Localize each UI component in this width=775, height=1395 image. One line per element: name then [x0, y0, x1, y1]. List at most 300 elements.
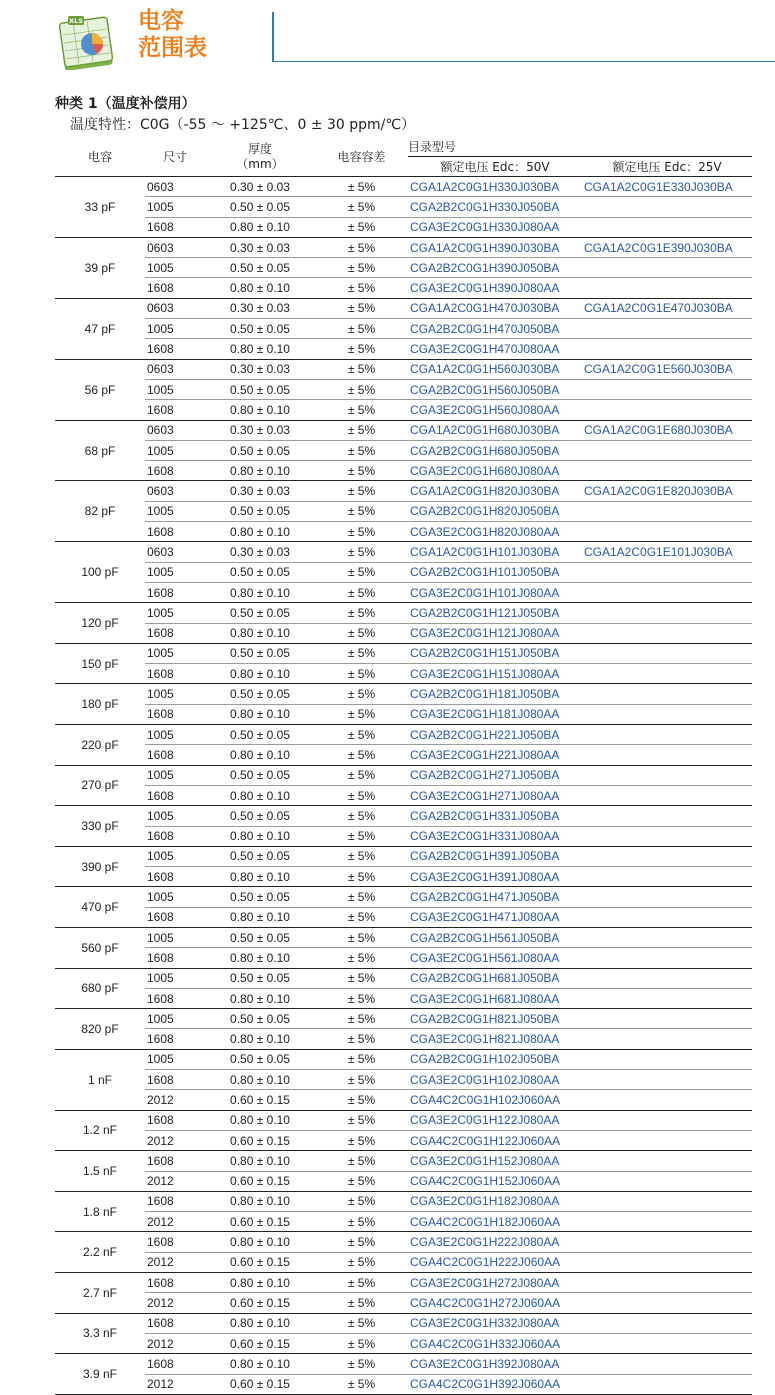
table-row — [55, 217, 752, 237]
table-row — [55, 1354, 752, 1374]
size-cell: 2012 — [145, 1130, 205, 1150]
part-number-25v: CGA1A2C0G1E101J030BA — [582, 542, 752, 562]
tolerance-cell: ± 5% — [315, 582, 408, 602]
size-cell: 2012 — [145, 1293, 205, 1313]
tolerance-cell: ± 5% — [315, 684, 408, 704]
tolerance-cell: ± 5% — [315, 704, 408, 724]
size-cell: 1608 — [145, 704, 205, 724]
part-number-50v: CGA4C2C0G1H152J060AA — [408, 1171, 582, 1191]
table-row — [55, 1171, 752, 1191]
tolerance-cell: ± 5% — [315, 501, 408, 521]
table-row — [55, 887, 752, 907]
capacitance-cell: 390 pF — [55, 846, 145, 887]
tolerance-cell: ± 5% — [315, 867, 408, 887]
table-row — [55, 1212, 752, 1232]
table-body — [55, 177, 752, 1395]
thickness-cell: 0.50 ± 0.05 — [205, 379, 315, 399]
part-number-50v: CGA2B2C0G1H821J050BA — [408, 1009, 582, 1029]
thickness-cell: 0.80 ± 0.10 — [205, 1029, 315, 1049]
part-number-25v: CGA1A2C0G1E820J030BA — [582, 481, 752, 501]
capacitance-cell: 120 pF — [55, 603, 145, 644]
tolerance-cell: ± 5% — [315, 907, 408, 927]
table-row — [55, 1313, 752, 1333]
part-number-50v: CGA3E2C0G1H331J080AA — [408, 826, 582, 846]
part-number-25v — [582, 1374, 752, 1394]
part-number-25v — [582, 927, 752, 947]
part-number-50v: CGA3E2C0G1H102J080AA — [408, 1070, 582, 1090]
thickness-cell: 0.80 ± 0.10 — [205, 907, 315, 927]
thickness-cell: 0.30 ± 0.03 — [205, 298, 315, 318]
table-row — [55, 664, 752, 684]
thickness-cell: 0.50 ± 0.05 — [205, 725, 315, 745]
part-number-50v: CGA1A2C0G1H330J030BA — [408, 177, 582, 197]
tolerance-cell: ± 5% — [315, 1374, 408, 1394]
table-row — [55, 1070, 752, 1090]
tolerance-cell: ± 5% — [315, 664, 408, 684]
tolerance-cell: ± 5% — [315, 217, 408, 237]
tolerance-cell: ± 5% — [315, 1354, 408, 1374]
size-cell: 0603 — [145, 542, 205, 562]
size-cell: 1608 — [145, 1354, 205, 1374]
table-row — [55, 1374, 752, 1394]
tolerance-cell: ± 5% — [315, 1333, 408, 1353]
header-50v: 额定电压 Edc：50V — [408, 157, 582, 177]
size-cell: 1005 — [145, 258, 205, 278]
part-number-25v — [582, 319, 752, 339]
part-number-25v — [582, 217, 752, 237]
thickness-cell: 0.60 ± 0.15 — [205, 1252, 315, 1272]
part-number-25v — [582, 400, 752, 420]
part-number-50v: CGA2B2C0G1H221J050BA — [408, 725, 582, 745]
thickness-cell: 0.30 ± 0.03 — [205, 177, 315, 197]
table-row — [55, 1090, 752, 1110]
size-cell: 1608 — [145, 461, 205, 481]
table-row — [55, 400, 752, 420]
size-cell: 2012 — [145, 1252, 205, 1272]
table-row — [55, 461, 752, 481]
part-number-50v: CGA2B2C0G1H680J050BA — [408, 440, 582, 460]
spreadsheet-icon — [48, 10, 128, 70]
thickness-cell: 0.80 ± 0.10 — [205, 217, 315, 237]
size-cell: 1608 — [145, 1273, 205, 1293]
tolerance-cell: ± 5% — [315, 988, 408, 1008]
part-number-50v: CGA3E2C0G1H471J080AA — [408, 907, 582, 927]
table-row — [55, 927, 752, 947]
part-number-25v — [582, 948, 752, 968]
part-number-50v: CGA2B2C0G1H470J050BA — [408, 319, 582, 339]
capacitance-cell: 3.3 nF — [55, 1313, 145, 1354]
thickness-cell: 0.50 ± 0.05 — [205, 684, 315, 704]
part-number-25v: CGA1A2C0G1E470J030BA — [582, 298, 752, 318]
part-number-50v: CGA3E2C0G1H561J080AA — [408, 948, 582, 968]
size-cell: 1608 — [145, 1151, 205, 1171]
table-row — [55, 968, 752, 988]
thickness-cell: 0.80 ± 0.10 — [205, 867, 315, 887]
size-cell: 1005 — [145, 684, 205, 704]
part-number-25v — [582, 1049, 752, 1069]
header-catalog: 目录型号 — [408, 140, 457, 154]
part-number-25v — [582, 684, 752, 704]
thickness-cell: 0.60 ± 0.15 — [205, 1333, 315, 1353]
size-cell: 1005 — [145, 1009, 205, 1029]
part-number-25v — [582, 968, 752, 988]
part-number-25v — [582, 785, 752, 805]
tolerance-cell: ± 5% — [315, 562, 408, 582]
thickness-cell: 0.50 ± 0.05 — [205, 603, 315, 623]
thickness-cell: 0.30 ± 0.03 — [205, 542, 315, 562]
size-cell: 1608 — [145, 1110, 205, 1130]
capacitance-cell: 560 pF — [55, 927, 145, 968]
capacitance-cell: 1.2 nF — [55, 1110, 145, 1151]
part-number-50v: CGA3E2C0G1H330J080AA — [408, 217, 582, 237]
size-cell: 1608 — [145, 745, 205, 765]
tolerance-cell: ± 5% — [315, 379, 408, 399]
size-cell: 1608 — [145, 278, 205, 298]
table-row — [55, 501, 752, 521]
part-number-50v: CGA1A2C0G1H680J030BA — [408, 420, 582, 440]
thickness-cell: 0.50 ± 0.05 — [205, 968, 315, 988]
thickness-cell: 0.60 ± 0.15 — [205, 1090, 315, 1110]
part-number-50v: CGA1A2C0G1H560J030BA — [408, 359, 582, 379]
capacitance-cell: 470 pF — [55, 887, 145, 928]
thickness-cell: 0.50 ± 0.05 — [205, 765, 315, 785]
table-header — [55, 137, 752, 177]
thickness-cell: 0.30 ± 0.03 — [205, 359, 315, 379]
table-row — [55, 319, 752, 339]
thickness-cell: 0.80 ± 0.10 — [205, 582, 315, 602]
table-row — [55, 846, 752, 866]
part-number-50v: CGA1A2C0G1H101J030BA — [408, 542, 582, 562]
part-number-25v — [582, 258, 752, 278]
logo-badge: XLS — [69, 17, 83, 25]
thickness-cell: 0.50 ± 0.05 — [205, 319, 315, 339]
part-number-50v: CGA3E2C0G1H681J080AA — [408, 988, 582, 1008]
tolerance-cell: ± 5% — [315, 1252, 408, 1272]
part-number-25v — [582, 988, 752, 1008]
thickness-cell: 0.60 ± 0.15 — [205, 1171, 315, 1191]
size-cell: 1005 — [145, 562, 205, 582]
table-row — [55, 785, 752, 805]
part-number-50v: CGA1A2C0G1H390J030BA — [408, 237, 582, 257]
table-row — [55, 562, 752, 582]
size-cell: 1608 — [145, 826, 205, 846]
table-row — [55, 177, 752, 197]
part-number-25v — [582, 887, 752, 907]
page-header — [0, 0, 775, 80]
size-cell: 1608 — [145, 623, 205, 643]
capacitance-cell: 56 pF — [55, 359, 145, 420]
tolerance-cell: ± 5% — [315, 1151, 408, 1171]
size-cell: 1608 — [145, 522, 205, 542]
tolerance-cell: ± 5% — [315, 298, 408, 318]
tolerance-cell: ± 5% — [315, 725, 408, 745]
part-number-50v: CGA4C2C0G1H182J060AA — [408, 1212, 582, 1232]
size-cell: 1005 — [145, 806, 205, 826]
table-row — [55, 1049, 752, 1069]
size-cell: 1608 — [145, 664, 205, 684]
part-number-25v — [582, 1029, 752, 1049]
part-number-50v: CGA3E2C0G1H101J080AA — [408, 582, 582, 602]
part-number-25v — [582, 664, 752, 684]
thickness-cell: 0.80 ± 0.10 — [205, 522, 315, 542]
tolerance-cell: ± 5% — [315, 522, 408, 542]
tolerance-cell: ± 5% — [315, 643, 408, 663]
size-cell: 1005 — [145, 643, 205, 663]
table-row — [55, 1130, 752, 1150]
table-row — [55, 806, 752, 826]
thickness-cell: 0.80 ± 0.10 — [205, 623, 315, 643]
size-cell: 0603 — [145, 481, 205, 501]
part-number-50v: CGA2B2C0G1H820J050BA — [408, 501, 582, 521]
table-row — [55, 522, 752, 542]
thickness-cell: 0.80 ± 0.10 — [205, 948, 315, 968]
part-number-25v — [582, 867, 752, 887]
thickness-cell: 0.50 ± 0.05 — [205, 1049, 315, 1069]
part-number-50v: CGA3E2C0G1H271J080AA — [408, 785, 582, 805]
thickness-cell: 0.50 ± 0.05 — [205, 927, 315, 947]
capacitance-cell: 330 pF — [55, 806, 145, 847]
part-number-50v: CGA2B2C0G1H101J050BA — [408, 562, 582, 582]
tolerance-cell: ± 5% — [315, 1171, 408, 1191]
size-cell: 1608 — [145, 988, 205, 1008]
size-cell: 1608 — [145, 217, 205, 237]
table-row — [55, 826, 752, 846]
table-row — [55, 1293, 752, 1313]
part-number-25v — [582, 1151, 752, 1171]
table-row — [55, 948, 752, 968]
header-divider — [272, 12, 274, 62]
size-cell: 1005 — [145, 440, 205, 460]
thickness-cell: 0.80 ± 0.10 — [205, 826, 315, 846]
size-cell: 1005 — [145, 927, 205, 947]
table-row — [55, 339, 752, 359]
part-number-25v — [582, 1070, 752, 1090]
size-cell: 1005 — [145, 725, 205, 745]
size-cell: 1005 — [145, 765, 205, 785]
part-number-25v — [582, 440, 752, 460]
thickness-cell: 0.80 ± 0.10 — [205, 1070, 315, 1090]
thickness-cell: 0.80 ± 0.10 — [205, 461, 315, 481]
capacitance-range-table — [55, 137, 752, 1395]
thickness-cell: 0.80 ± 0.10 — [205, 785, 315, 805]
thickness-cell: 0.80 ± 0.10 — [205, 1354, 315, 1374]
table-row — [55, 907, 752, 927]
part-number-25v — [582, 1293, 752, 1313]
table-row — [55, 298, 752, 318]
capacitance-cell: 3.9 nF — [55, 1354, 145, 1395]
size-cell: 1005 — [145, 197, 205, 217]
header-tolerance: 电容容差 — [337, 150, 386, 164]
part-number-50v: CGA2B2C0G1H330J050BA — [408, 197, 582, 217]
tolerance-cell: ± 5% — [315, 1212, 408, 1232]
thickness-cell: 0.80 ± 0.10 — [205, 704, 315, 724]
header-25v: 额定电压 Edc：25V — [582, 157, 752, 177]
tolerance-cell: ± 5% — [315, 400, 408, 420]
table-row — [55, 603, 752, 623]
thickness-cell: 0.80 ± 0.10 — [205, 400, 315, 420]
tolerance-cell: ± 5% — [315, 1191, 408, 1211]
tolerance-cell: ± 5% — [315, 440, 408, 460]
size-cell: 1005 — [145, 319, 205, 339]
table-row — [55, 582, 752, 602]
part-number-50v: CGA2B2C0G1H121J050BA — [408, 603, 582, 623]
thickness-cell: 0.50 ± 0.05 — [205, 562, 315, 582]
part-number-25v — [582, 1110, 752, 1130]
table-row — [55, 1029, 752, 1049]
part-number-50v: CGA3E2C0G1H391J080AA — [408, 867, 582, 887]
size-cell: 1005 — [145, 1049, 205, 1069]
size-cell: 1608 — [145, 1313, 205, 1333]
thickness-cell: 0.80 ± 0.10 — [205, 1110, 315, 1130]
part-number-50v: CGA2B2C0G1H181J050BA — [408, 684, 582, 704]
part-number-50v: CGA3E2C0G1H390J080AA — [408, 278, 582, 298]
part-number-25v — [582, 1130, 752, 1150]
thickness-cell: 0.80 ± 0.10 — [205, 1151, 315, 1171]
part-number-50v: CGA3E2C0G1H221J080AA — [408, 745, 582, 765]
part-number-50v: CGA3E2C0G1H470J080AA — [408, 339, 582, 359]
table-row — [55, 765, 752, 785]
thickness-cell: 0.50 ± 0.05 — [205, 440, 315, 460]
table-row — [55, 481, 752, 501]
thickness-cell: 0.50 ± 0.05 — [205, 887, 315, 907]
tolerance-cell: ± 5% — [315, 1009, 408, 1029]
capacitance-cell: 150 pF — [55, 643, 145, 684]
table-row — [55, 643, 752, 663]
part-number-25v — [582, 765, 752, 785]
part-number-50v: CGA2B2C0G1H102J050BA — [408, 1049, 582, 1069]
part-number-25v — [582, 1090, 752, 1110]
tolerance-cell: ± 5% — [315, 278, 408, 298]
tolerance-cell: ± 5% — [315, 948, 408, 968]
table-row — [55, 1252, 752, 1272]
tolerance-cell: ± 5% — [315, 806, 408, 826]
part-number-50v: CGA3E2C0G1H392J080AA — [408, 1354, 582, 1374]
table-row — [55, 1273, 752, 1293]
part-number-50v: CGA4C2C0G1H392J060AA — [408, 1374, 582, 1394]
table-row — [55, 1110, 752, 1130]
capacitance-cell: 2.2 nF — [55, 1232, 145, 1273]
tolerance-cell: ± 5% — [315, 481, 408, 501]
table-row — [55, 359, 752, 379]
part-number-50v: CGA2B2C0G1H560J050BA — [408, 379, 582, 399]
thickness-cell: 0.80 ± 0.10 — [205, 745, 315, 765]
table-row — [55, 258, 752, 278]
tolerance-cell: ± 5% — [315, 1110, 408, 1130]
part-number-25v — [582, 704, 752, 724]
capacitance-cell: 2.7 nF — [55, 1273, 145, 1314]
thickness-cell: 0.80 ± 0.10 — [205, 339, 315, 359]
part-number-50v: CGA3E2C0G1H181J080AA — [408, 704, 582, 724]
tolerance-cell: ± 5% — [315, 785, 408, 805]
part-number-50v: CGA3E2C0G1H820J080AA — [408, 522, 582, 542]
thickness-cell: 0.50 ± 0.05 — [205, 846, 315, 866]
part-number-25v — [582, 623, 752, 643]
capacitance-cell: 820 pF — [55, 1009, 145, 1050]
tolerance-cell: ± 5% — [315, 846, 408, 866]
part-number-25v — [582, 522, 752, 542]
thickness-cell: 0.30 ± 0.03 — [205, 420, 315, 440]
tolerance-cell: ± 5% — [315, 319, 408, 339]
capacitance-cell: 47 pF — [55, 298, 145, 359]
size-cell: 2012 — [145, 1333, 205, 1353]
tolerance-cell: ± 5% — [315, 197, 408, 217]
size-cell: 1608 — [145, 1191, 205, 1211]
table-row — [55, 542, 752, 562]
tolerance-cell: ± 5% — [315, 927, 408, 947]
thickness-cell: 0.50 ± 0.05 — [205, 806, 315, 826]
part-number-25v — [582, 907, 752, 927]
size-cell: 1608 — [145, 907, 205, 927]
tolerance-cell: ± 5% — [315, 461, 408, 481]
thickness-cell: 0.50 ± 0.05 — [205, 643, 315, 663]
part-number-50v: CGA2B2C0G1H331J050BA — [408, 806, 582, 826]
size-cell: 1608 — [145, 1029, 205, 1049]
size-cell: 1608 — [145, 785, 205, 805]
tolerance-cell: ± 5% — [315, 237, 408, 257]
part-number-50v: CGA4C2C0G1H122J060AA — [408, 1130, 582, 1150]
part-number-50v: CGA4C2C0G1H272J060AA — [408, 1293, 582, 1313]
part-number-50v: CGA3E2C0G1H152J080AA — [408, 1151, 582, 1171]
part-number-25v — [582, 643, 752, 663]
part-number-25v — [582, 1212, 752, 1232]
header-thickness: 厚度 （mm） — [236, 141, 284, 171]
capacitance-cell: 1.8 nF — [55, 1191, 145, 1232]
part-number-25v — [582, 278, 752, 298]
part-number-50v: CGA3E2C0G1H151J080AA — [408, 664, 582, 684]
size-cell: 1005 — [145, 379, 205, 399]
thickness-cell: 0.50 ± 0.05 — [205, 501, 315, 521]
part-number-25v — [582, 1232, 752, 1252]
size-cell: 0603 — [145, 237, 205, 257]
table-row — [55, 867, 752, 887]
table-row — [55, 1151, 752, 1171]
tolerance-cell: ± 5% — [315, 420, 408, 440]
header-capacitance: 电容 — [87, 150, 112, 164]
tolerance-cell: ± 5% — [315, 1029, 408, 1049]
page-title-line2: 范围表 — [138, 35, 207, 61]
tolerance-cell: ± 5% — [315, 359, 408, 379]
part-number-50v: CGA3E2C0G1H122J080AA — [408, 1110, 582, 1130]
part-number-50v: CGA2B2C0G1H561J050BA — [408, 927, 582, 947]
part-number-50v: CGA2B2C0G1H151J050BA — [408, 643, 582, 663]
part-number-25v: CGA1A2C0G1E680J030BA — [582, 420, 752, 440]
header-size: 尺寸 — [162, 150, 187, 164]
tolerance-cell: ± 5% — [315, 1130, 408, 1150]
thickness-cell: 0.80 ± 0.10 — [205, 278, 315, 298]
size-cell: 1005 — [145, 846, 205, 866]
table-row — [55, 745, 752, 765]
thickness-cell: 0.60 ± 0.15 — [205, 1212, 315, 1232]
part-number-25v: CGA1A2C0G1E560J030BA — [582, 359, 752, 379]
part-number-25v: CGA1A2C0G1E390J030BA — [582, 237, 752, 257]
part-number-50v: CGA4C2C0G1H222J060AA — [408, 1252, 582, 1272]
header-rule — [272, 61, 775, 62]
thickness-cell: 0.80 ± 0.10 — [205, 1191, 315, 1211]
part-number-25v — [582, 806, 752, 826]
thickness-cell: 0.60 ± 0.15 — [205, 1293, 315, 1313]
part-number-25v — [582, 826, 752, 846]
part-number-50v: CGA3E2C0G1H680J080AA — [408, 461, 582, 481]
tolerance-cell: ± 5% — [315, 603, 408, 623]
size-cell: 1005 — [145, 501, 205, 521]
part-number-50v: CGA3E2C0G1H182J080AA — [408, 1191, 582, 1211]
part-number-25v — [582, 562, 752, 582]
part-number-25v — [582, 725, 752, 745]
tolerance-cell: ± 5% — [315, 177, 408, 197]
thickness-cell: 0.60 ± 0.15 — [205, 1374, 315, 1394]
part-number-50v: CGA1A2C0G1H820J030BA — [408, 481, 582, 501]
part-number-50v: CGA3E2C0G1H821J080AA — [408, 1029, 582, 1049]
